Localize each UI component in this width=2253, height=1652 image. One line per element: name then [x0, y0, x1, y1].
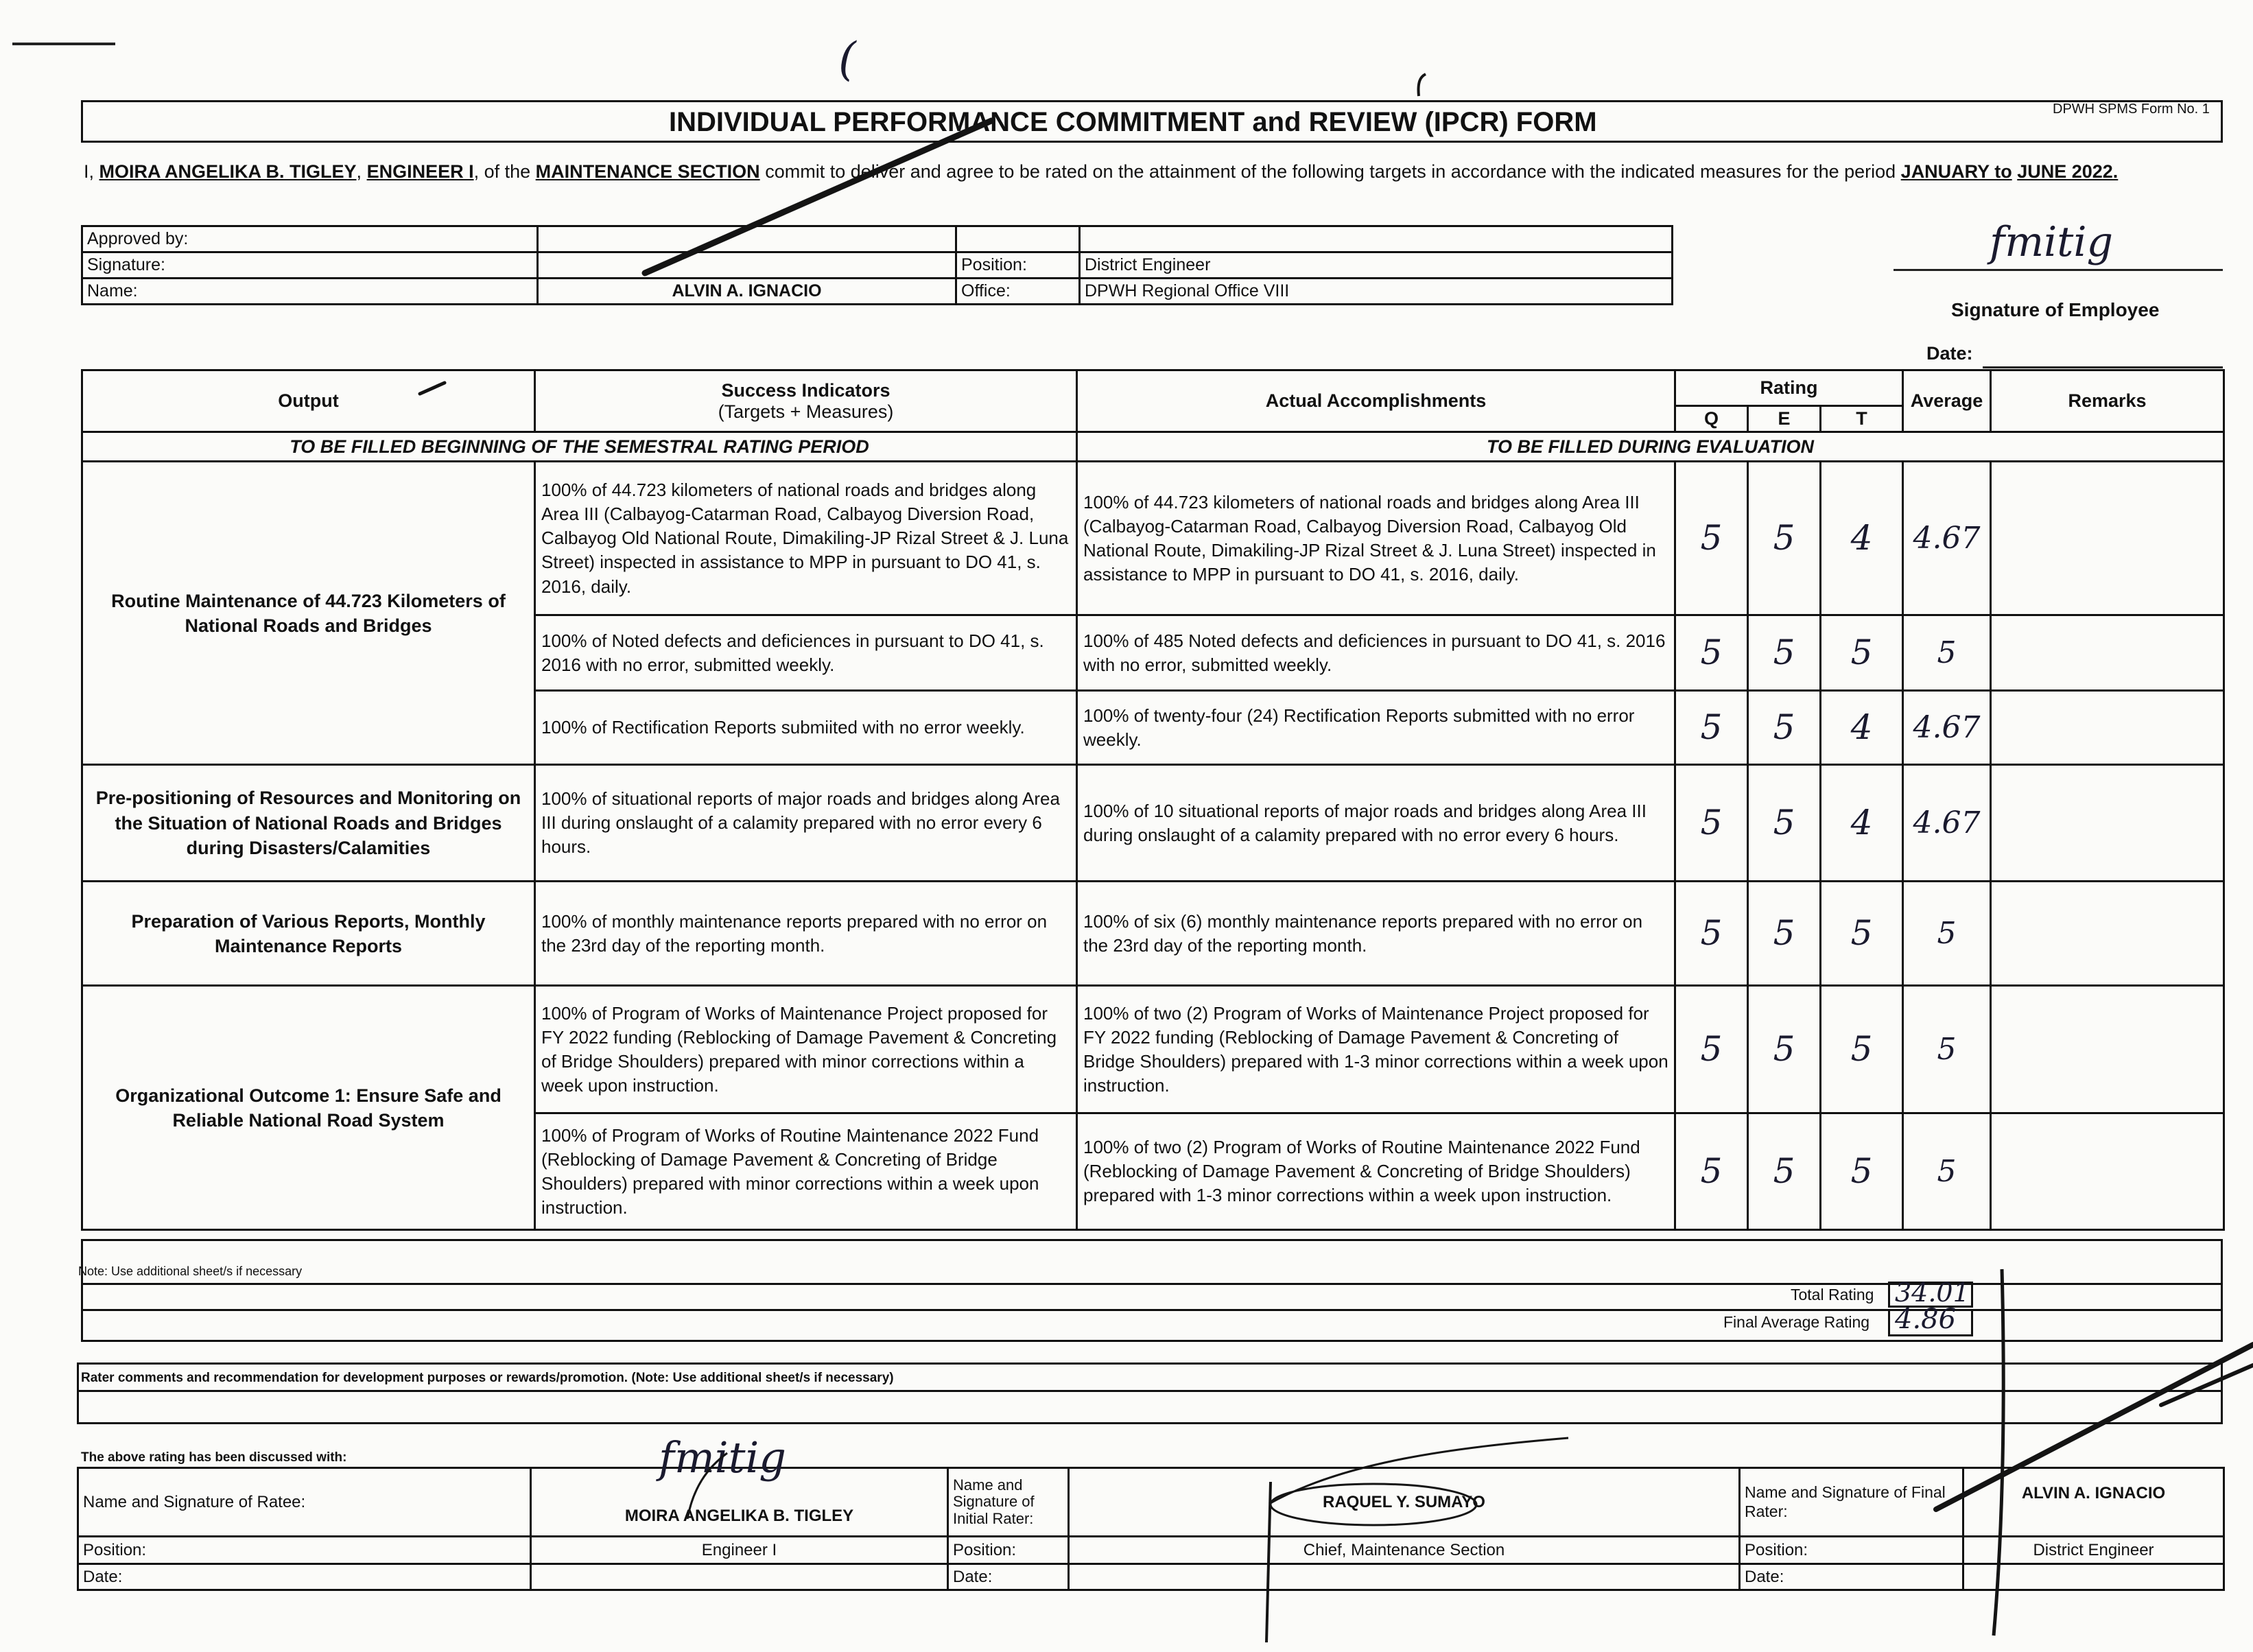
rater-comments-label: Rater comments and recommendation for development purposes or rewards/promotion. (Note: Use additional sheet/s if necessary) — [81, 1371, 894, 1385]
average-rating: 4.67 — [1903, 462, 1991, 615]
e-rating: 5 — [1748, 882, 1821, 986]
average-rating: 5 — [1903, 882, 1991, 986]
t-rating: 4 — [1821, 765, 1903, 882]
bracket-mark: ( — [838, 33, 856, 86]
discussed-label: The above rating has been discussed with: — [81, 1450, 347, 1465]
signature-label: Signature: — [82, 252, 538, 279]
actual-header: Actual Accomplishments — [1077, 370, 1675, 432]
approver-position: District Engineer — [1080, 252, 1673, 279]
remarks-header: Remarks — [1991, 370, 2224, 432]
employee-signature: fmitig — [1990, 218, 2113, 266]
final-date-label: Date: — [1740, 1564, 1963, 1590]
e-rating: 5 — [1748, 986, 1821, 1113]
q-rating: 5 — [1675, 765, 1748, 882]
initial-rater-label: Name and Signature of Initial Rater: — [948, 1468, 1069, 1537]
header-mark-stroke — [1418, 74, 1426, 96]
final-average-label: Final Average Rating — [1723, 1313, 1870, 1331]
approver-office: DPWH Regional Office VIII — [1080, 279, 1673, 305]
indicator-cell: 100% of Rectification Reports submiited with no error weekly. — [535, 691, 1077, 765]
intro-body: commit to deliver and agree to be rated on the attainment of the following targets in accordance with the indicated measures for the period — [765, 161, 1896, 182]
output-organizational: Organizational Outcome 1: Ensure Safe and Reliable National Road System — [82, 986, 535, 1230]
indicator-cell: 100% of monthly maintenance reports prepared with no error on the 23rd day of the reporting month. — [535, 882, 1077, 986]
name-label: Name: — [82, 279, 538, 305]
note-text: Note: Use additional sheet/s if necessary — [78, 1264, 303, 1278]
rating-header: Rating — [1675, 370, 1903, 406]
period-end: JUNE 2022. — [2017, 161, 2119, 182]
actual-cell: 100% of six (6) monthly maintenance reports prepared with no error on the 23rd day of the reporting month. — [1077, 882, 1675, 986]
q-rating: 5 — [1675, 1113, 1748, 1230]
intro-prefix: I, — [84, 161, 95, 182]
employee-section: MAINTENANCE SECTION — [535, 161, 760, 182]
actual-cell: 100% of twenty-four (24) Rectification Reports submitted with no error weekly. — [1077, 691, 1675, 765]
total-rating-label: Total Rating — [1791, 1286, 1874, 1303]
average-rating: 5 — [1903, 1113, 1991, 1230]
actual-cell: 100% of 44.723 kilometers of national roads and bridges along Area III (Calbayog-Catarman Road, Calbayog Diversion Road, Calbayog Old National Route, Dimakiling-JP Rizal Street & J. Luna Street) inspected in assistance to MPP in pursuant to DO 41, s. 2016, daily. — [1077, 462, 1675, 615]
t-header: T — [1821, 406, 1903, 432]
indicators-header: Success Indicators (Targets + Measures) — [535, 370, 1077, 432]
e-rating: 5 — [1748, 691, 1821, 765]
ratee-signature: fmitig — [659, 1432, 786, 1483]
e-rating: 5 — [1748, 615, 1821, 691]
final-rater-position: District Engineer — [1963, 1537, 2224, 1564]
q-rating: 5 — [1675, 691, 1748, 765]
output-reports: Preparation of Various Reports, Monthly Maintenance Reports — [82, 882, 535, 986]
initial-position-label: Position: — [948, 1537, 1069, 1564]
indicator-cell: 100% of Program of Works of Maintenance Project proposed for FY 2022 funding (Reblocking of Damage Pavement & Concreting of Bridge Shoulders) prepared with minor corrections within a week upon instruction. — [535, 986, 1077, 1113]
form-number: DPWH SPMS Form No. 1 — [2053, 102, 2210, 117]
indicator-cell: 100% of Program of Works of Routine Maintenance 2022 Fund (Reblocking of Damage Pavement & Concreting of Bridge Shoulders) prepared with minor corrections within a week upon instruction. — [535, 1113, 1077, 1230]
ratee-position: Engineer I — [531, 1537, 948, 1564]
indicator-cell: 100% of 44.723 kilometers of national roads and bridges along Area III (Calbayog-Catarman Road, Calbayog Diversion Road, Calbayog Old National Route, Dimakiling-JP Rizal Street & J. Luna Street) inspected in assistance to MPP in pursuant to DO 41, s. 2016, daily. — [535, 462, 1077, 615]
output-check-mark — [420, 383, 445, 394]
t-rating: 5 — [1821, 615, 1903, 691]
average-rating: 5 — [1903, 615, 1991, 691]
approver-signature-stroke — [645, 121, 991, 273]
period-start: JANUARY to — [1900, 161, 2012, 182]
indicator-cell: 100% of Noted defects and deficiences in pursuant to DO 41, s. 2016 with no error, submitted weekly. — [535, 615, 1077, 691]
actual-cell: 100% of two (2) Program of Works of Maintenance Project proposed for FY 2022 funding (Reblocking of Damage Pavement & Concreting of Bridge Shoulders) prepared with 1-3 minor corrections within a week upon instruction. — [1077, 986, 1675, 1113]
intro-of: , of the — [473, 161, 531, 182]
initial-date-label: Date: — [948, 1564, 1069, 1590]
t-rating: 5 — [1821, 1113, 1903, 1230]
q-rating: 5 — [1675, 986, 1748, 1113]
output-header: Output — [82, 370, 535, 432]
q-rating: 5 — [1675, 882, 1748, 986]
employee-signature-label: Signature of Employee — [1951, 299, 2160, 320]
approved-by-label: Approved by: — [82, 226, 538, 252]
final-rater-signature-stroke — [1936, 1345, 2253, 1509]
employee-name: MOIRA ANGELIKA B. TIGLEY — [99, 161, 357, 182]
final-average-value: 4.86 — [1895, 1303, 1957, 1335]
average-rating: 5 — [1903, 986, 1991, 1113]
average-header: Average — [1903, 370, 1991, 432]
ratee-signature-stroke — [687, 1453, 727, 1519]
form-title: INDIVIDUAL PERFORMANCE COMMITMENT and REVIEW (IPCR) FORM — [669, 107, 1597, 137]
ratee-date-label: Date: — [78, 1564, 531, 1590]
t-rating: 5 — [1821, 882, 1903, 986]
position-label: Position: — [956, 252, 1080, 279]
actual-cell: 100% of 10 situational reports of major roads and bridges along Area III during onslaught of a calamity prepared with no error every 6 hours. — [1077, 765, 1675, 882]
intro-sep: , — [356, 161, 362, 182]
initial-rater-name: RAQUEL Y. SUMAYO — [1069, 1468, 1740, 1537]
final-rater-name: ALVIN A. IGNACIO — [1963, 1468, 2224, 1537]
actual-cell: 100% of 485 Noted defects and deficiences in pursuant to DO 41, s. 2016 with no error, submitted weekly. — [1077, 615, 1675, 691]
final-rater-label: Name and Signature of Final Rater: — [1740, 1468, 1963, 1537]
e-rating: 5 — [1748, 765, 1821, 882]
e-rating: 5 — [1748, 462, 1821, 615]
final-position-label: Position: — [1740, 1537, 1963, 1564]
q-rating: 5 — [1675, 615, 1748, 691]
ratee-name: MOIRA ANGELIKA B. TIGLEY — [531, 1468, 948, 1537]
t-rating: 4 — [1821, 462, 1903, 615]
output-routine-maintenance: Routine Maintenance of 44.723 Kilometers of National Roads and Bridges — [82, 462, 535, 765]
actual-cell: 100% of two (2) Program of Works of Routine Maintenance 2022 Fund (Reblocking of Damage Pavement & Concreting of Bridge Shoulders) prepared with 1-3 minor corrections within a week upon instruction. — [1077, 1113, 1675, 1230]
ratee-position-label: Position: — [78, 1537, 531, 1564]
final-rater-vertical-stroke — [1994, 1269, 2003, 1636]
t-rating: 5 — [1821, 986, 1903, 1113]
initial-rater-position: Chief, Maintenance Section — [1069, 1537, 1740, 1564]
ratee-label: Name and Signature of Ratee: — [78, 1468, 531, 1537]
employee-date-label: Date: — [1926, 343, 1973, 364]
q-rating: 5 — [1675, 462, 1748, 615]
initial-rater-signature-curve — [1269, 1438, 1568, 1504]
average-rating: 4.67 — [1903, 765, 1991, 882]
approver-name: ALVIN A. IGNACIO — [538, 279, 956, 305]
total-rating-value: 34.01 — [1895, 1277, 1970, 1308]
office-label: Office: — [956, 279, 1080, 305]
t-rating: 4 — [1821, 691, 1903, 765]
output-prepositioning: Pre-positioning of Resources and Monitoring on the Situation of National Roads and Bridges during Disasters/Calamities — [82, 765, 535, 882]
q-header: Q — [1675, 406, 1748, 432]
e-rating: 5 — [1748, 1113, 1821, 1230]
initial-rater-signature-loop — [1271, 1484, 1476, 1525]
section-evaluation: TO BE FILLED DURING EVALUATION — [1077, 432, 2224, 462]
e-header: E — [1748, 406, 1821, 432]
employee-position: ENGINEER I — [366, 161, 474, 182]
section-beginning: TO BE FILLED BEGINNING OF THE SEMESTRAL RATING PERIOD — [82, 432, 1077, 462]
average-rating: 4.67 — [1903, 691, 1991, 765]
indicator-cell: 100% of situational reports of major roads and bridges along Area III during onslaught of a calamity prepared with no error every 6 hours. — [535, 765, 1077, 882]
